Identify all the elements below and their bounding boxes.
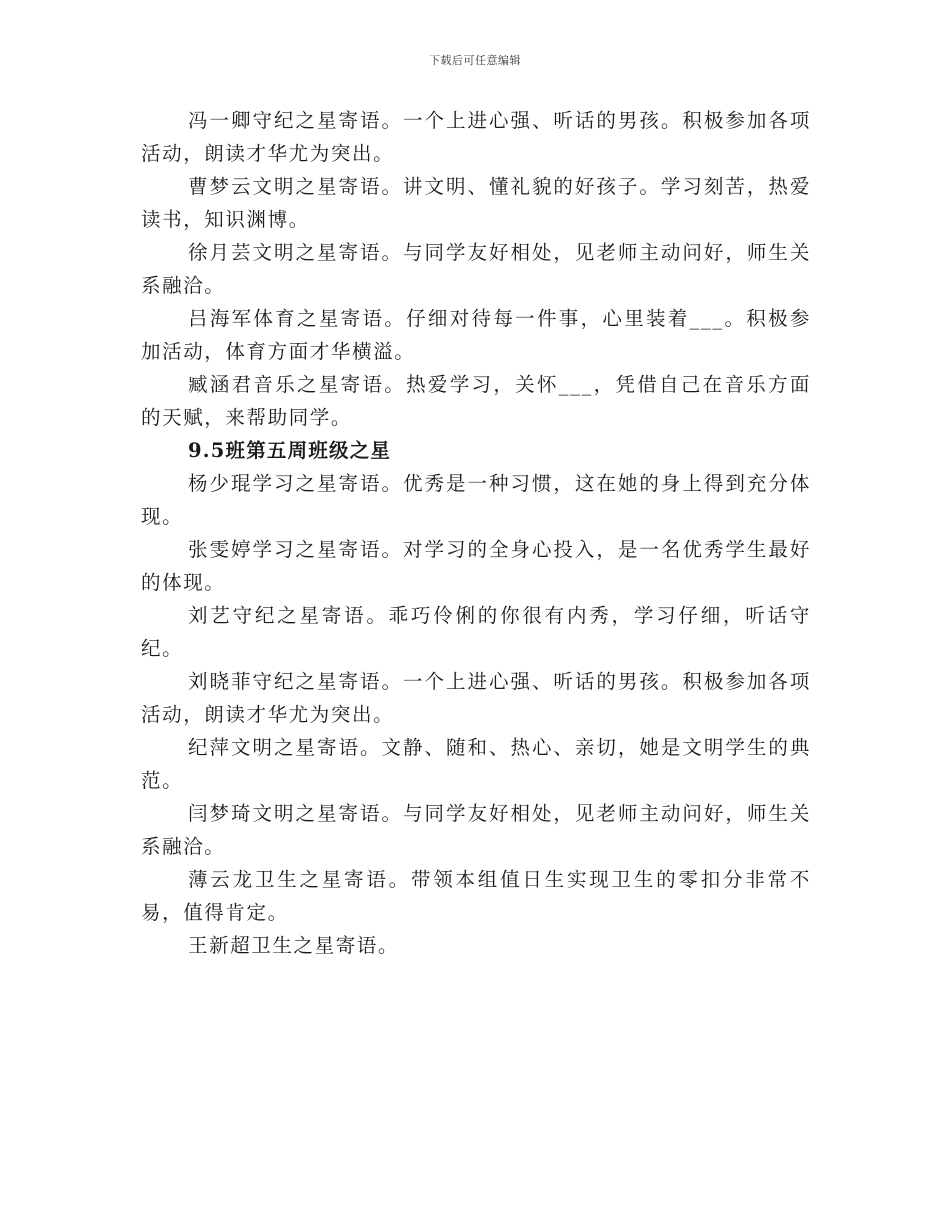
paragraph: 王新超卫生之星寄语。: [188, 934, 400, 957]
page-header: 下载后可任意编辑: [429, 54, 521, 67]
paragraph: 杨少琨学习之星寄语。优秀是一种习惯，这在她的身上得到充分体现。: [141, 472, 811, 528]
document-body: [141, 104, 811, 962]
paragraph: 臧涵君音乐之星寄语。热爱学习，关怀___，凭借自己在音乐方面的天赋，来帮助同学。: [141, 373, 811, 429]
paragraph: 闫梦琦文明之星寄语。与同学友好相处，见老师主动问好，师生关系融洽。: [141, 802, 811, 858]
paragraph: 薄云龙卫生之星寄语。带领本组值日生实现卫生的零扣分非常不易，值得肯定。: [141, 868, 811, 924]
paragraph: 刘晓菲守纪之星寄语。一个上进心强、听话的男孩。积极参加各项活动，朗读才华尤为突出。: [141, 670, 811, 726]
paragraph: 冯一卿守纪之星寄语。一个上进心强、听话的男孩。积极参加各项活动，朗读才华尤为突出。: [141, 109, 811, 165]
paragraph: 吕海军体育之星寄语。仔细对待每一件事，心里装着___。积极参加活动，体育方面才华横溢。: [141, 307, 811, 363]
paragraph: 纪萍文明之星寄语。文静、随和、热心、亲切，她是文明学生的典范。: [141, 736, 811, 792]
paragraph: 刘艺守纪之星寄语。乖巧伶俐的你很有内秀，学习仔细，听话守纪。: [141, 604, 811, 660]
section-heading: 9.5班第五周班级之星: [188, 439, 392, 462]
paragraph: 徐月芸文明之星寄语。与同学友好相处，见老师主动问好，师生关系融洽。: [141, 241, 811, 297]
paragraph: 曹梦云文明之星寄语。讲文明、懂礼貌的好孩子。学习刻苦，热爱读书，知识渊博。: [141, 175, 811, 231]
paragraph: 张雯婷学习之星寄语。对学习的全身心投入，是一名优秀学生最好的体现。: [141, 538, 811, 594]
